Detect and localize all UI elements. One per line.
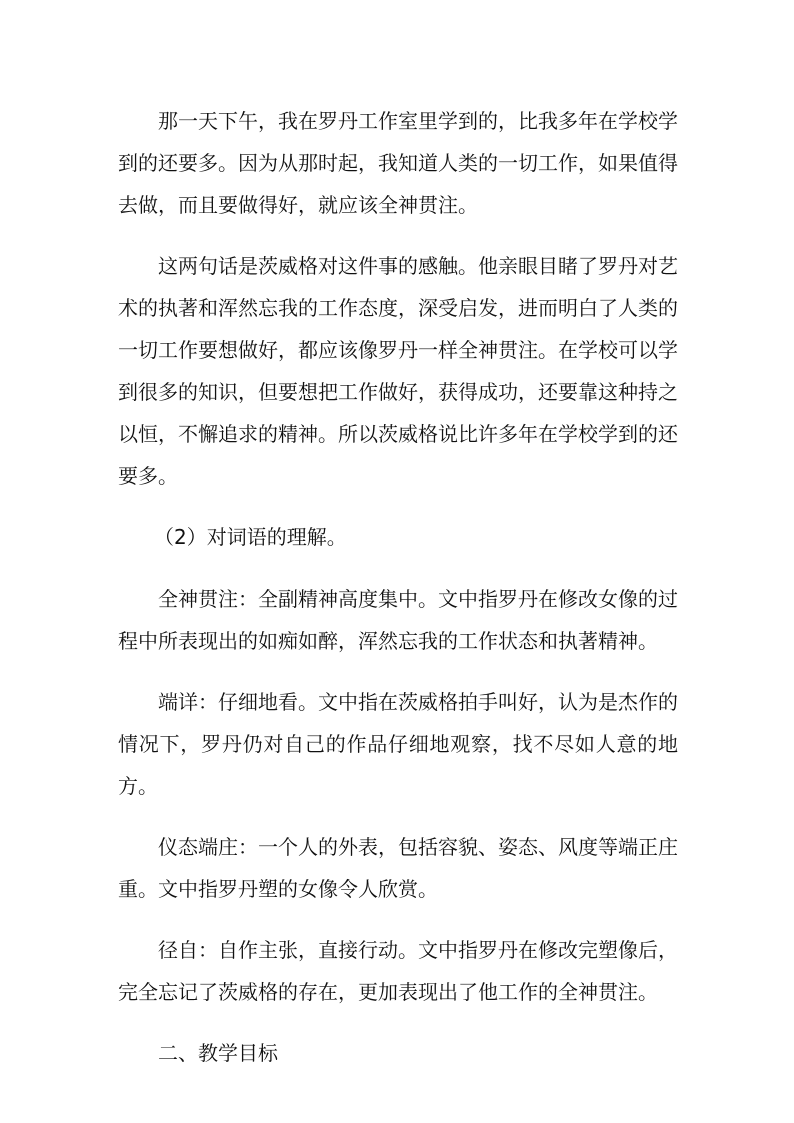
document-body	[118, 100, 678, 1093]
quote-paragraph: 那一天下午，我在罗丹工作室里学到的，比我多年在学校学到的还要多。因为从那时起，我知道人类的一切工作，如果值得去做，而且要做得好，就应该全神贯注。	[118, 109, 678, 217]
word-understanding-heading: （2）对词语的理解。	[154, 525, 347, 549]
analysis-paragraph: 这两句话是茨威格对这件事的感触。他亲眼目睹了罗丹对艺术的执著和浑然忘我的工作态度，深受启发，进而明白了人类的一切工作要想做好，都应该像罗丹一样全神贯注。在学校可以学到很多的知识，但要想把工作做好，获得成功，还要靠这种持之以恒，不懈追求的精神。所以茨威格说比许多年在学校学到的还要多。	[118, 254, 678, 488]
definition-jingzi: 径自：自作主张，直接行动。文中指罗丹在修改完塑像后，完全忘记了茨威格的存在，更加表现出了他工作的全神贯注。	[118, 938, 678, 1004]
definition-quanshenguanzhu: 全神贯注：全副精神高度集中。文中指罗丹在修改女像的过程中所表现出的如痴如醉，浑然忘我的工作状态和执著精神。	[118, 587, 678, 653]
definition-duanxiang: 端详：仔细地看。文中指在茨威格拍手叫好，认为是杰作的情况下，罗丹仍对自己的作品仔细地观察，找不尽如人意的地方。	[118, 690, 678, 798]
definition-yitaiduanzhuang: 仪态端庄：一个人的外表，包括容貌、姿态、风度等端正庄重。文中指罗丹塑的女像令人欣赏。	[118, 835, 678, 901]
teaching-goals-heading: 二、教学目标	[158, 1041, 278, 1065]
